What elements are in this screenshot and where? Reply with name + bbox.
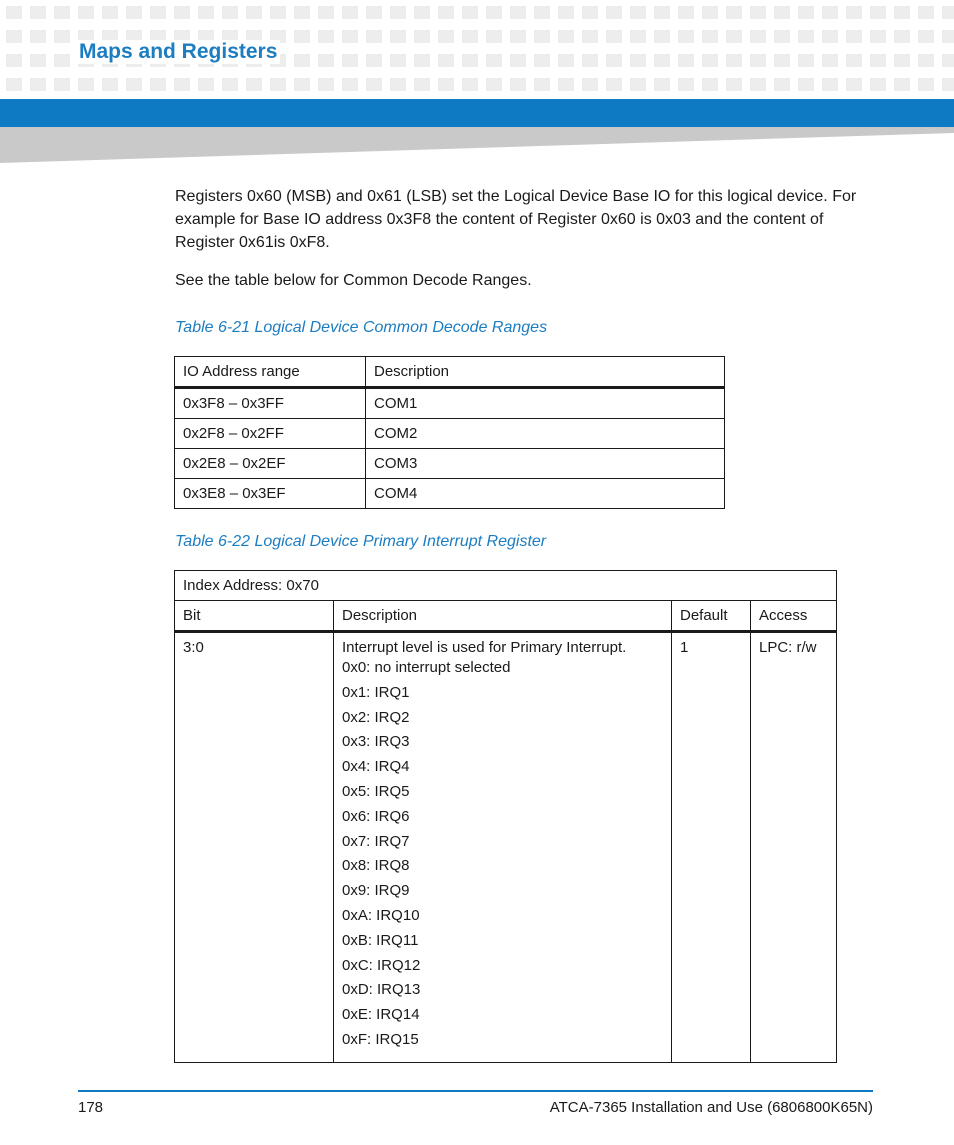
header-pattern-square [774, 6, 790, 19]
header-pattern-square [462, 78, 478, 91]
intro-paragraph: Registers 0x60 (MSB) and 0x61 (LSB) set the Logical Device Base IO for this logical device. For example for Base IO address 0x3F8 the content of Register 0x60 is 0x03 and the content of Register 0x61is 0xF8. [175, 188, 857, 251]
table-header-row [175, 601, 837, 632]
io-range-cell: 0x3F8 – 0x3FF [175, 388, 366, 419]
description-cell: COM3 [366, 449, 725, 479]
header-pattern-square [270, 78, 286, 91]
header-pattern-square [462, 6, 478, 19]
header-pattern-square [606, 30, 622, 43]
header-pattern-square [606, 6, 622, 19]
header-pattern-square [54, 78, 70, 91]
header-pattern-square [630, 30, 646, 43]
table-row [175, 388, 725, 419]
header-pattern-square [54, 30, 70, 43]
header-pattern-square [270, 6, 286, 19]
description-line: 0xB: IRQ11 [342, 931, 419, 949]
header-pattern-square [918, 78, 934, 91]
header-pattern-square [870, 54, 886, 67]
header-pattern-square [366, 6, 382, 19]
header-pattern-square [894, 30, 910, 43]
header-pattern-square [414, 30, 430, 43]
header-pattern-square [246, 6, 262, 19]
header-pattern-square [342, 6, 358, 19]
io-range-cell: 0x2E8 – 0x2EF [175, 449, 366, 479]
header-pattern-square [54, 54, 70, 67]
header-pattern-square [318, 54, 334, 67]
header-pattern-square [294, 54, 310, 67]
header-pattern-square [822, 6, 838, 19]
header-pattern-square [438, 78, 454, 91]
description-line: 0x8: IRQ8 [342, 857, 410, 875]
header-pattern-square [894, 78, 910, 91]
header-pattern-square [30, 6, 46, 19]
table-row [175, 479, 725, 509]
header-pattern-square [846, 6, 862, 19]
header-pattern-square [558, 78, 574, 91]
description-line: 0xC: IRQ12 [342, 956, 421, 974]
header-pattern-square [606, 78, 622, 91]
header-pattern-square [510, 54, 526, 67]
header-pattern-square [6, 30, 22, 43]
column-header: Default [672, 601, 751, 632]
access-cell: LPC: r/w [751, 632, 837, 1063]
header-pattern-square [438, 30, 454, 43]
description-line: 0x6: IRQ6 [342, 807, 410, 825]
header-pattern-square [750, 78, 766, 91]
header-pattern-square [366, 78, 382, 91]
description-line: 0x1: IRQ1 [342, 683, 410, 701]
header-pattern-square [942, 30, 954, 43]
header-pattern-square [942, 6, 954, 19]
table-row [175, 449, 725, 479]
header-pattern-square [726, 54, 742, 67]
header-pattern-square [630, 54, 646, 67]
header-pattern-square [558, 6, 574, 19]
header-pattern-square [318, 6, 334, 19]
header-pattern-square [750, 30, 766, 43]
header-pattern-square [510, 6, 526, 19]
header-pattern-square [870, 30, 886, 43]
header-pattern-square [390, 30, 406, 43]
header-pattern-square [678, 6, 694, 19]
header-pattern-square [318, 30, 334, 43]
header-pattern-square [870, 6, 886, 19]
header-pattern-square [150, 6, 166, 19]
header-pattern-square [894, 54, 910, 67]
header-pattern-square [30, 54, 46, 67]
header-pattern-square [342, 30, 358, 43]
column-header: Description [366, 357, 725, 388]
document-title: ATCA-7365 Installation and Use (6806800K65N) [549, 1099, 873, 1116]
description-line: 0x9: IRQ9 [342, 882, 410, 900]
header-pattern-square [702, 6, 718, 19]
page-number: 178 [78, 1099, 104, 1116]
header-pattern-square [606, 54, 622, 67]
header-pattern-square [822, 78, 838, 91]
table-header-row [175, 357, 725, 388]
header-pattern-square [822, 54, 838, 67]
header-grey-wedge [0, 127, 954, 163]
description-line: 0x2: IRQ2 [342, 708, 410, 726]
header-pattern-square [534, 78, 550, 91]
header-pattern-square [102, 78, 118, 91]
header-pattern-square [630, 78, 646, 91]
description-line: 0x0: no interrupt selected [342, 659, 511, 676]
header-pattern-square [534, 30, 550, 43]
header-pattern-square [942, 54, 954, 67]
header-pattern-square [846, 78, 862, 91]
header-pattern-square [6, 78, 22, 91]
header-pattern-square [486, 30, 502, 43]
header-pattern-square [702, 30, 718, 43]
description-line: 0x3: IRQ3 [342, 733, 410, 751]
description-line: 0x5: IRQ5 [342, 782, 410, 800]
header-pattern-square [174, 6, 190, 19]
header-pattern-square [870, 78, 886, 91]
header-pattern-square [222, 6, 238, 19]
table-row [175, 632, 837, 1063]
header-pattern-square [510, 30, 526, 43]
header-pattern-square [462, 30, 478, 43]
header-pattern-square [366, 54, 382, 67]
description-line: 0x4: IRQ4 [342, 758, 410, 776]
description-line: 0xA: IRQ10 [342, 906, 420, 924]
header-pattern-square [654, 78, 670, 91]
header-pattern-square [582, 6, 598, 19]
header-pattern-square [246, 78, 262, 91]
description-cell [334, 632, 672, 1063]
header-pattern-square [774, 78, 790, 91]
header-pattern-square [342, 78, 358, 91]
header-pattern-square [222, 78, 238, 91]
table2-caption: Table 6-22 Logical Device Primary Interrupt Register [175, 533, 547, 550]
index-address-cell: Index Address: 0x70 [175, 571, 837, 601]
header-pattern-square [174, 78, 190, 91]
header-pattern-square [774, 54, 790, 67]
description-line: 0xE: IRQ14 [342, 1006, 420, 1024]
header-pattern-square [654, 30, 670, 43]
header-pattern-square [798, 6, 814, 19]
io-range-cell: 0x2F8 – 0x2FF [175, 419, 366, 449]
footer-rule [78, 1090, 873, 1092]
description-line: 0x7: IRQ7 [342, 832, 410, 850]
header-pattern-square [414, 78, 430, 91]
header-pattern-square [726, 6, 742, 19]
description-cell: COM1 [366, 388, 725, 419]
header-pattern-square [150, 78, 166, 91]
header-pattern-square [390, 54, 406, 67]
see-table-paragraph: See the table below for Common Decode Ranges. [175, 272, 532, 289]
column-header: Access [751, 601, 837, 632]
header-pattern-square [294, 6, 310, 19]
header-pattern-square [102, 6, 118, 19]
header-pattern-square [486, 54, 502, 67]
table1-caption: Table 6-21 Logical Device Common Decode Ranges [175, 319, 548, 336]
header-pattern-square [726, 78, 742, 91]
header-pattern-square [582, 54, 598, 67]
header-pattern-square [702, 54, 718, 67]
header-pattern-square [750, 54, 766, 67]
default-cell: 1 [672, 632, 751, 1063]
header-pattern-square [126, 6, 142, 19]
description-line: Interrupt level is used for Primary Interrupt. [342, 639, 627, 656]
header-pattern-square [462, 54, 478, 67]
column-header: IO Address range [175, 357, 366, 388]
header-pattern-square [798, 30, 814, 43]
header-pattern-square [918, 6, 934, 19]
description-line: 0xF: IRQ15 [342, 1030, 419, 1048]
header-pattern-square [438, 6, 454, 19]
bit-cell: 3:0 [175, 632, 334, 1063]
header-pattern-square [438, 54, 454, 67]
header-pattern-square [702, 78, 718, 91]
column-header: Bit [175, 601, 334, 632]
header-pattern-square [822, 30, 838, 43]
header-pattern-square [366, 30, 382, 43]
header-pattern-square [486, 78, 502, 91]
header-pattern-square [582, 78, 598, 91]
header-pattern-square [582, 30, 598, 43]
header-pattern-square [390, 6, 406, 19]
header-pattern-square [78, 6, 94, 19]
header-pattern-square [918, 54, 934, 67]
header-pattern-square [846, 54, 862, 67]
io-range-cell: 0x3E8 – 0x3EF [175, 479, 366, 509]
header-pattern-square [126, 78, 142, 91]
header-pattern-square [294, 78, 310, 91]
header-pattern-square [414, 54, 430, 67]
header-pattern-square [846, 30, 862, 43]
header-pattern-square [414, 6, 430, 19]
header-pattern-square [678, 54, 694, 67]
header-pattern-square [198, 78, 214, 91]
header-pattern-square [342, 54, 358, 67]
decode-ranges-table [174, 356, 725, 509]
description-cell: COM4 [366, 479, 725, 509]
header-pattern-square [894, 6, 910, 19]
header-pattern-square [6, 6, 22, 19]
header-pattern-square [942, 78, 954, 91]
description-line: 0xD: IRQ13 [342, 981, 421, 999]
header-pattern-square [654, 54, 670, 67]
header-pattern-square [630, 6, 646, 19]
header-pattern-square [54, 6, 70, 19]
header-pattern-square [798, 54, 814, 67]
header-pattern-square [678, 30, 694, 43]
header-pattern-square [294, 30, 310, 43]
interrupt-register-table [174, 570, 837, 1063]
description-cell: COM2 [366, 419, 725, 449]
header-pattern-square [534, 6, 550, 19]
header-blue-band [0, 99, 954, 127]
header-pattern-square [510, 78, 526, 91]
header-pattern-square [198, 6, 214, 19]
header-pattern-square [78, 78, 94, 91]
header-pattern-square [6, 54, 22, 67]
header-pattern-square [390, 78, 406, 91]
header-pattern-square [774, 30, 790, 43]
header-pattern-square [558, 30, 574, 43]
header-pattern-square [486, 6, 502, 19]
header-pattern-square [558, 54, 574, 67]
header-pattern-square [726, 30, 742, 43]
header-pattern-square [750, 6, 766, 19]
index-address-row [175, 571, 837, 601]
column-header: Description [334, 601, 672, 632]
header-pattern-square [798, 78, 814, 91]
header-pattern-square [318, 78, 334, 91]
header-pattern-square [918, 30, 934, 43]
header-pattern-square [654, 6, 670, 19]
header-pattern-square [30, 30, 46, 43]
section-title: Maps and Registers [78, 40, 280, 64]
header-pattern-square [30, 78, 46, 91]
table-row [175, 419, 725, 449]
header-pattern-square [534, 54, 550, 67]
header-pattern-square [678, 78, 694, 91]
